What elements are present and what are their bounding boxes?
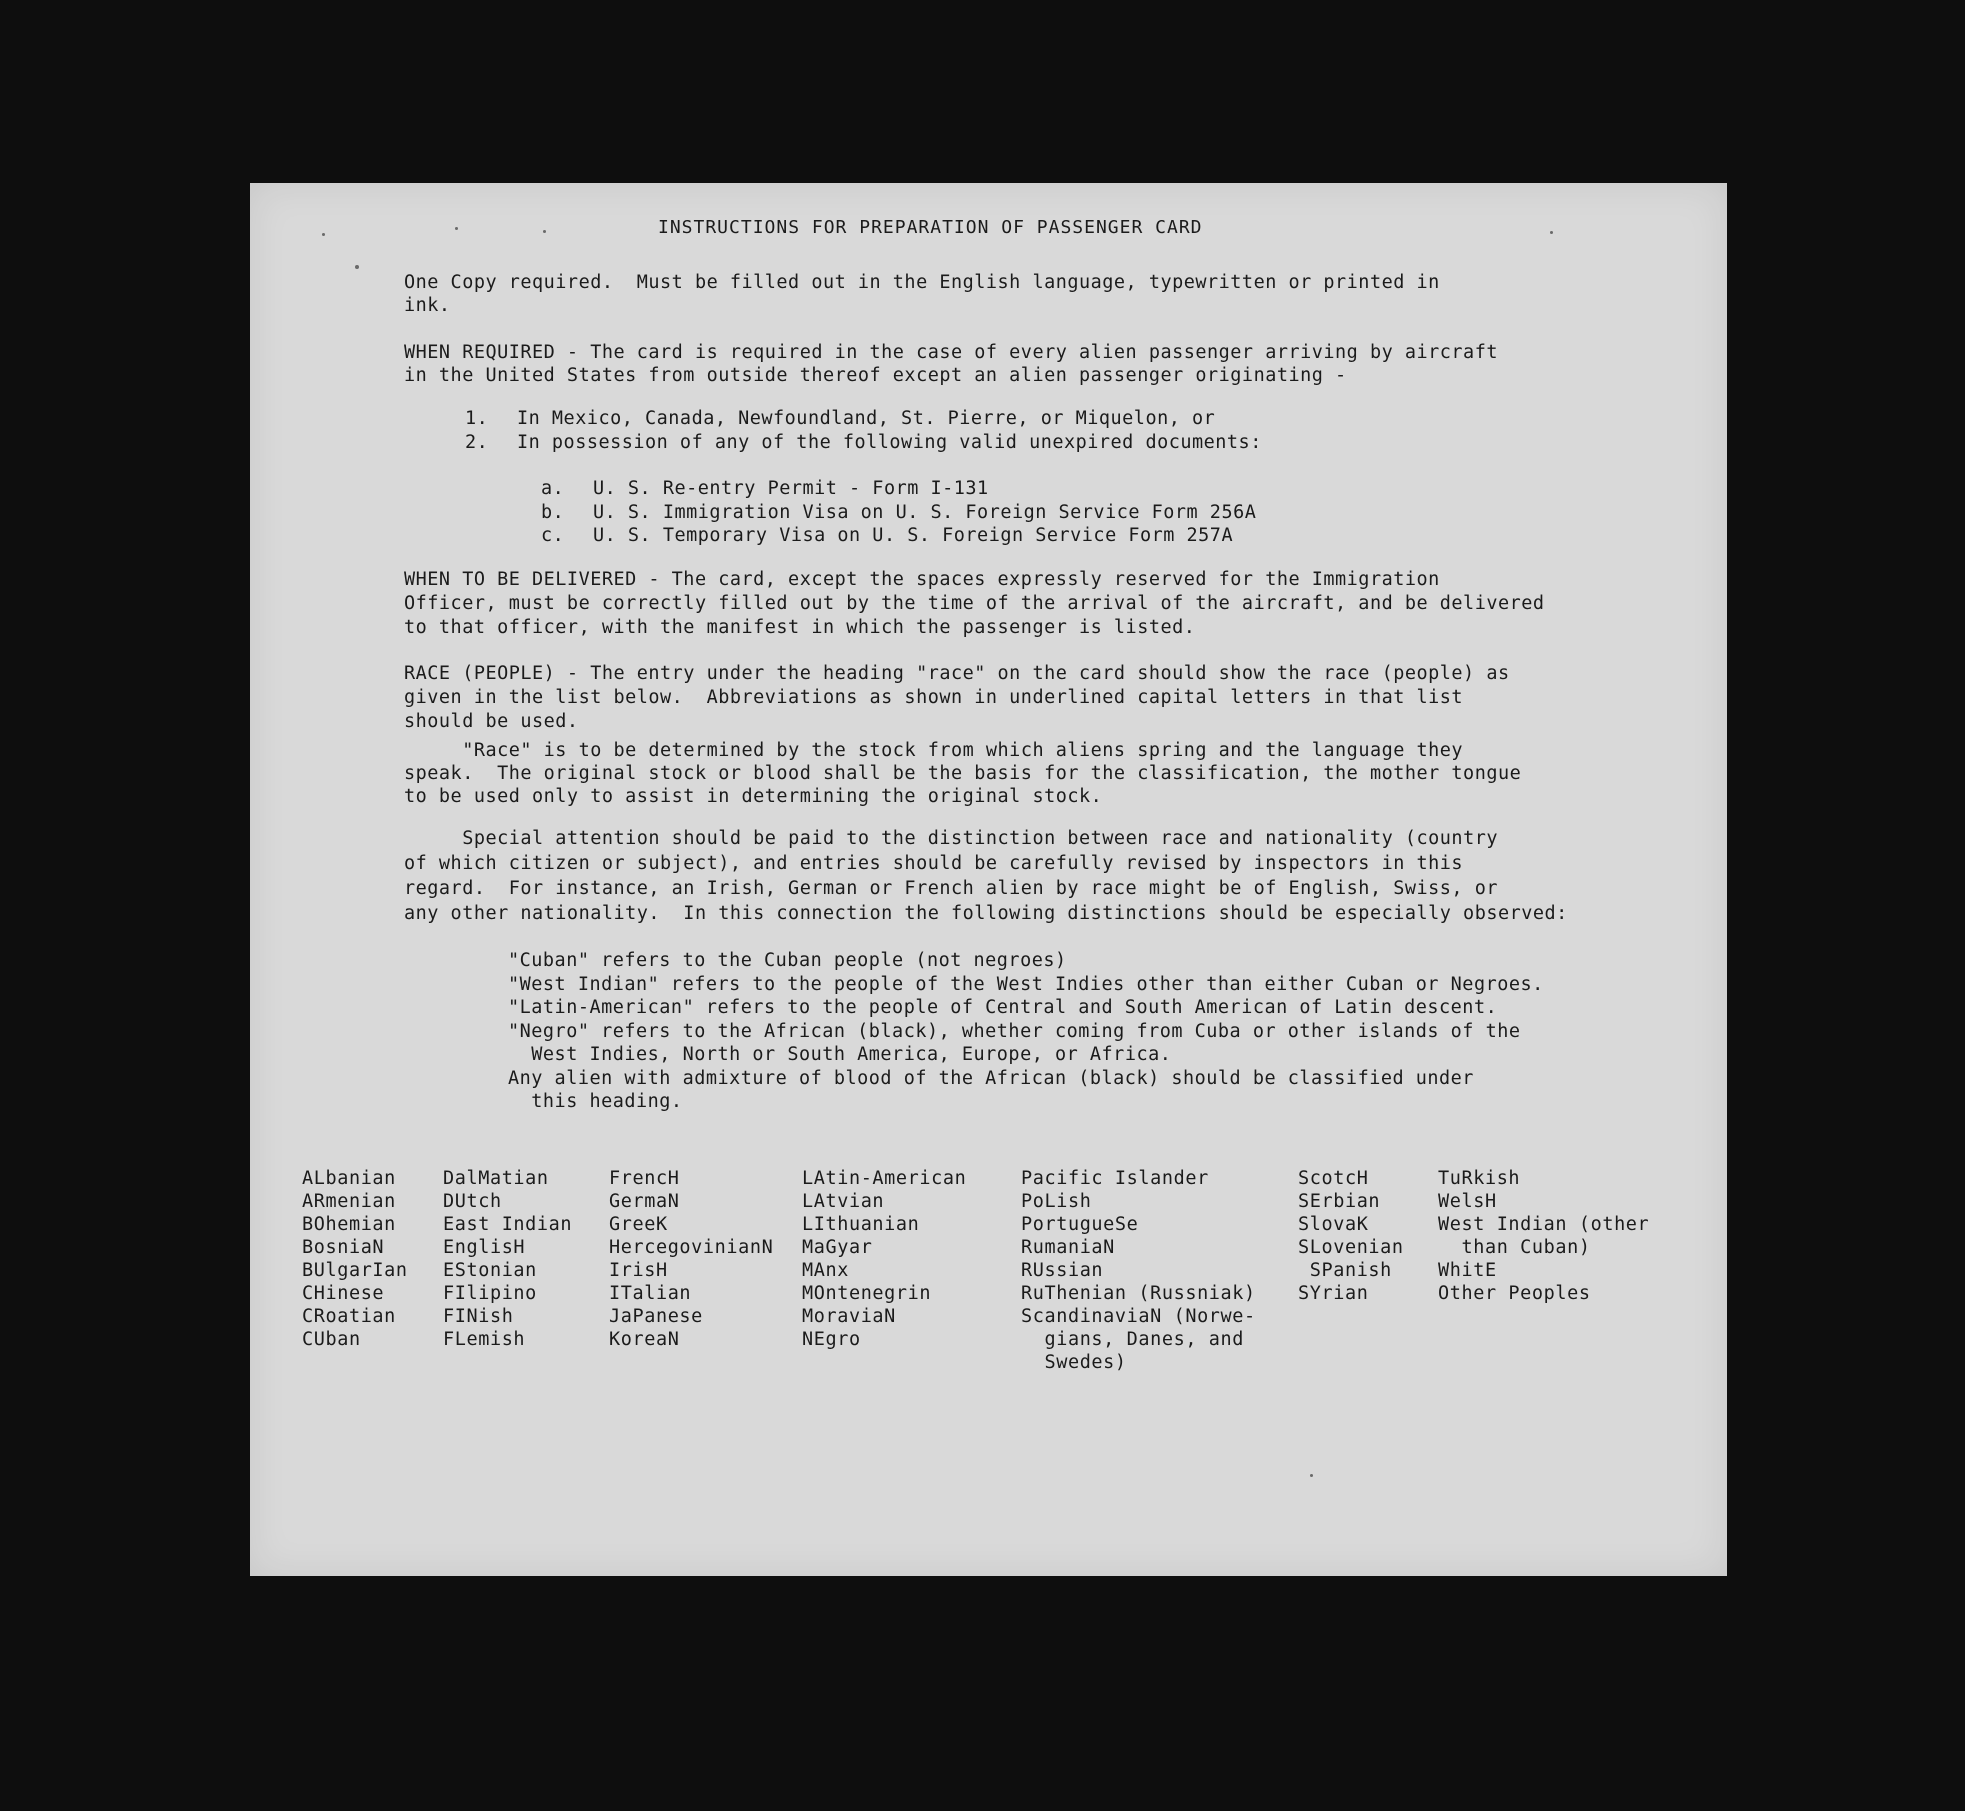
list-item: "Negro" refers to the African (black), whether coming from Cuba or other islands of the West Indies, North or South America, Europe, or Africa. <box>508 1020 1521 1065</box>
race-entry: WhitE <box>1438 1260 1497 1281</box>
ink-speck <box>543 230 546 233</box>
race-entry: than Cuban) <box>1438 1237 1591 1258</box>
origin-list <box>465 407 1262 454</box>
race-entry: East Indian <box>443 1214 573 1235</box>
race-entry: FLemish <box>443 1329 526 1350</box>
list-item: 1. In Mexico, Canada, Newfoundland, St. Pierre, or Miquelon, or <box>465 408 1216 429</box>
race-entry: West Indian (other <box>1438 1214 1650 1235</box>
race-entry: gians, Danes, and <box>1021 1329 1245 1350</box>
when-delivered-paragraph: WHEN TO BE DELIVERED - The card, except the spaces expressly reserved for the Immigration Officer, must be correctly filled out by the time of the arrival of the aircraft, and be delivered to that officer, with the manifest in which the passenger is listed. <box>404 569 1545 638</box>
race-entry: SLovenian <box>1298 1237 1404 1258</box>
race-entry: SYrian <box>1298 1283 1369 1304</box>
intro-paragraph: One Copy required. Must be filled out in the English language, typewritten or printed in ink. <box>404 272 1440 316</box>
page-title: INSTRUCTIONS FOR PREPARATION OF PASSENGER CARD <box>658 217 1203 238</box>
race-entry: ALbanian <box>302 1168 396 1189</box>
race-entry: ARmenian <box>302 1191 396 1212</box>
race-entry: DUtch <box>443 1191 502 1212</box>
race-entry: FINish <box>443 1306 514 1327</box>
ink-speck <box>1310 1474 1313 1477</box>
ink-speck <box>322 233 325 236</box>
race-entry: Swedes) <box>1021 1352 1127 1373</box>
race-entry: PortugueSe <box>1021 1214 1139 1235</box>
race-entry: RuThenian (Russniak) <box>1021 1283 1256 1304</box>
race-entry: ITalian <box>609 1283 692 1304</box>
ink-speck <box>1550 231 1553 234</box>
race-entry: PoLish <box>1021 1191 1092 1212</box>
race-column-2 <box>443 1167 572 1351</box>
race-entry: LAtin-American <box>802 1168 967 1189</box>
list-item: 2. In possession of any of the following valid unexpired documents: <box>465 431 1262 453</box>
race-entry: DalMatian <box>443 1168 549 1189</box>
race-entry: BUlgarIan <box>302 1260 408 1281</box>
special-attention-paragraph: Special attention should be paid to the distinction between race and nationality (country of which citizen or subject), and entries should be carefully revised by inspectors in this regard. For instance, an Irish, German or French alien by race might be of English, Swiss, or any other nationality. In this connection the following distinctions should be especially observed: <box>404 828 1568 924</box>
ink-speck <box>355 265 359 269</box>
race-entry: CRoatian <box>302 1306 396 1327</box>
race-entry: ScotcH <box>1298 1168 1369 1189</box>
list-item: "Cuban" refers to the Cuban people (not negroes) <box>508 950 1067 971</box>
race-entry: KoreaN <box>609 1329 680 1350</box>
race-entry: CHinese <box>302 1283 385 1304</box>
race-entry: MoraviaN <box>802 1306 896 1327</box>
race-entry: EnglisH <box>443 1237 526 1258</box>
race-entry: WelsH <box>1438 1191 1497 1212</box>
list-item: b. U. S. Immigration Visa on U. S. Foreign Service Form 256A <box>541 501 1257 523</box>
race-entry: Pacific Islander <box>1021 1168 1209 1189</box>
race-entry: EStonian <box>443 1260 537 1281</box>
race-entry: RumaniaN <box>1021 1237 1115 1258</box>
race-column-4 <box>802 1167 966 1351</box>
race-entry: Other Peoples <box>1438 1283 1591 1304</box>
race-entry: SlovaK <box>1298 1214 1369 1235</box>
race-entry: SErbian <box>1298 1191 1381 1212</box>
race-entry: IrisH <box>609 1260 668 1281</box>
list-item: "West Indian" refers to the people of the West Indies other than either Cuban or Negroes. <box>508 973 1544 995</box>
race-entry: FrencH <box>609 1168 680 1189</box>
ink-speck <box>455 227 458 230</box>
race-entry: BosniaN <box>302 1237 385 1258</box>
list-item: c. U. S. Temporary Visa on U. S. Foreign Service Form 257A <box>541 525 1234 546</box>
race-entry: RUssian <box>1021 1260 1104 1281</box>
race-entry: GermaN <box>609 1191 680 1212</box>
race-entry: NEgro <box>802 1329 861 1350</box>
race-entry: MOntenegrin <box>802 1283 932 1304</box>
race-entry: TuRkish <box>1438 1168 1521 1189</box>
race-entry: CUban <box>302 1329 361 1350</box>
race-entry: ScandinaviaN (Norwe- <box>1021 1306 1256 1327</box>
race-entry: LIthuanian <box>802 1214 920 1235</box>
list-item: "Latin-American" refers to the people of Central and South American of Latin descent. <box>508 997 1498 1018</box>
race-column-3 <box>609 1167 773 1351</box>
when-required-paragraph: WHEN REQUIRED - The card is required in the case of every alien passenger arriving by aircraft in the United States from outside thereof except an alien passenger originating - <box>404 342 1498 386</box>
race-people-paragraph: RACE (PEOPLE) - The entry under the heading "race" on the card should show the race (people) as given in the list below. Abbreviations as shown in underlined capital letters in that list should be used. <box>404 663 1510 732</box>
list-item: a. U. S. Re-entry Permit - Form I-131 <box>541 478 989 499</box>
race-entry: MAnx <box>802 1260 849 1281</box>
race-entry: GreeK <box>609 1214 668 1235</box>
race-entry: SPanish <box>1298 1260 1392 1281</box>
race-entry: BOhemian <box>302 1214 396 1235</box>
race-entry: HercegovinianN <box>609 1237 774 1258</box>
race-definition-paragraph: "Race" is to be determined by the stock from which aliens spring and the language they speak. The original stock or blood shall be the basis for the classification, the mother tongue to be used only to assist in determining the original stock. <box>404 740 1522 807</box>
race-column-5 <box>1021 1167 1256 1374</box>
list-item: Any alien with admixture of blood of the African (black) should be classified under this heading. <box>508 1067 1474 1112</box>
race-column-7 <box>1438 1167 1649 1305</box>
race-entry: LAtvian <box>802 1191 885 1212</box>
race-column-1 <box>302 1167 408 1351</box>
valid-documents-list <box>541 477 1256 548</box>
race-entry: JaPanese <box>609 1306 703 1327</box>
race-column-6 <box>1298 1167 1404 1305</box>
distinctions-list <box>508 949 1658 1114</box>
passenger-card-instructions-sheet <box>250 183 1727 1576</box>
race-entry: MaGyar <box>802 1237 873 1258</box>
race-entry: FIlipino <box>443 1283 537 1304</box>
